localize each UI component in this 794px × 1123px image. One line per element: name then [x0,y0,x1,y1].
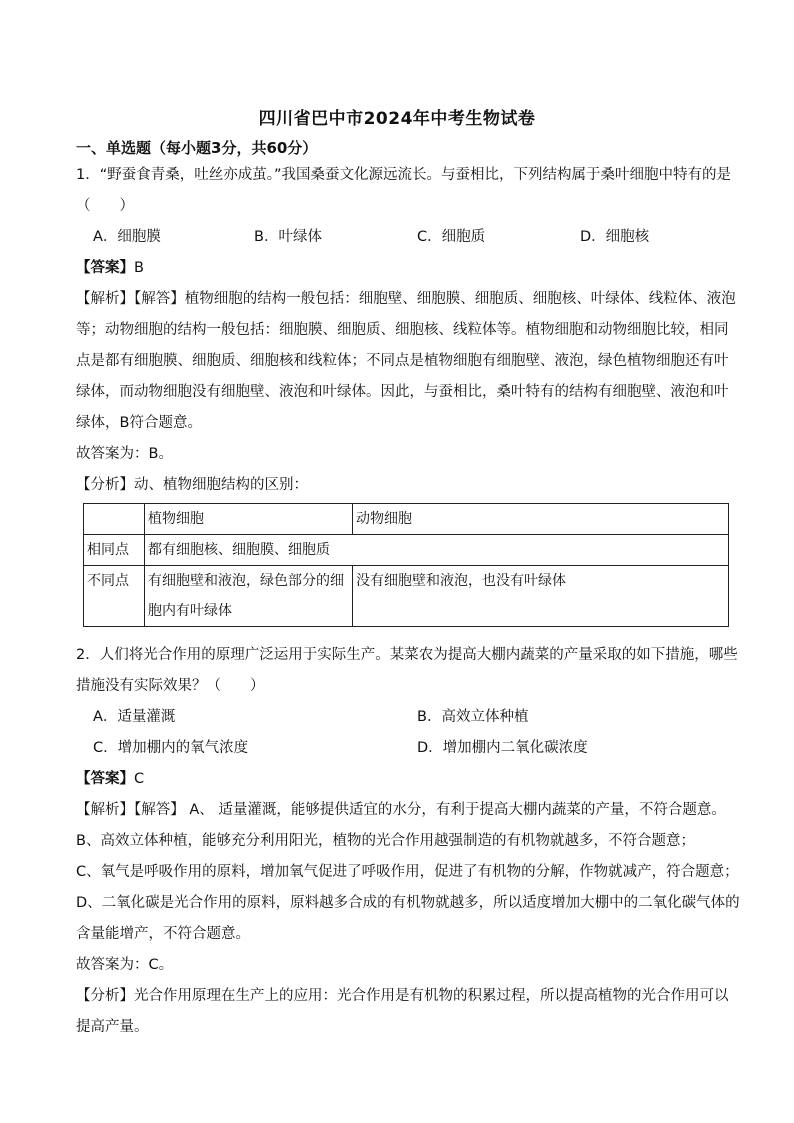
question-2 [76,640,752,1043]
table-cell: 没有细胞壁和液泡，也没有叶绿体 [353,566,729,627]
question-2-fenxi-line-1: 【分析】光合作用原理在生产上的应用：光合作用是有机物的积累过程，所以提高植物的光合作用可以 [76,988,729,1004]
table-header-cell: 植物细胞 [145,504,353,535]
question-2-options-row-1 [76,702,752,733]
question-1-analysis-line-5: 绿体，B符合题意。 [76,415,202,431]
question-2-stem-line-2: 措施没有实际效果？（ ） [76,678,265,694]
table-row [84,504,729,535]
table-cell: 不同点 [84,566,145,627]
question-1-analysis-line-1: 【解析】【解答】植物细胞的结构一般包括：细胞壁、细胞膜、细胞质、细胞核、叶绿体、线粒体、液泡 [76,291,736,307]
question-2-final-answer: 故答案为：C。 [76,957,174,973]
table-header-cell [84,504,145,535]
section-heading: 一、单选题（每小题3分，共60分） [76,139,318,157]
page-title: 四川省巴中市2024年中考生物试卷 [258,109,536,129]
table-cell: 相同点 [84,535,145,566]
question-2-stem-line-1: 2．人们将光合作用的原理广泛运用于实际生产。某菜农为提高大棚内蔬菜的产量采取的如下措施，哪些 [76,647,738,663]
question-1-answer [76,253,752,284]
question-2-analysis-line-2: B、高效立体种植，能够充分利用阳光，植物的光合作用越强制造的有机物就越多，不符合题意； [76,833,695,849]
question-1-final-answer: 故答案为：B。 [76,446,173,462]
table-row [84,566,729,627]
question-2-analysis-line-3: C、氧气是呼吸作用的原料，增加氧气促进了呼吸作用，促进了有机物的分解，作物就减产，符合题意； [76,864,739,880]
question-2-fenxi-line-2: 提高产量。 [76,1019,149,1035]
question-2-analysis-line-4: D、二氧化碳是光合作用的原料，原料越多合成的有机物就越多，所以适度增加大棚中的二氧化碳气体的 [76,895,740,911]
answer-value: C [134,771,145,787]
question-2-option-b: B．高效立体种植 [417,709,529,725]
answer-value: B [134,260,144,276]
question-1-fenxi: 【分析】动、植物细胞结构的区别： [76,477,308,493]
question-1-option-d: D．细胞核 [580,229,650,245]
table-row [84,535,729,566]
question-1-analysis-line-4: 绿体，而动物细胞没有细胞壁、液泡和叶绿体。因此，与蚕相比，桑叶特有的结构有细胞壁、液泡和叶 [76,384,729,400]
question-2-option-a: A．适量灌溉 [93,709,176,725]
question-2-analysis-line-1: 【解析】【解答】 A、 适量灌溉，能够提供适宜的水分，有利于提高大棚内蔬菜的产量，不符合题意。 [76,802,726,818]
table-cell [145,566,353,627]
question-2-option-c: C．增加棚内的氧气浓度 [93,740,249,756]
question-1 [76,160,752,501]
table-cell-line: 有细胞壁和液泡，绿色部分的细 [148,573,344,589]
table-cell-line: 胞内有叶绿体 [148,603,232,619]
question-1-stem-line-2: （ ） [76,198,134,214]
question-1-options [76,222,752,253]
question-1-analysis-line-2: 等；动物细胞的结构一般包括：细胞膜、细胞质、细胞核、线粒体等。植物细胞和动物细胞比较，相同 [76,322,729,338]
table-cell: 都有细胞核、细胞膜、细胞质 [145,535,729,566]
question-2-answer [76,764,752,795]
question-2-options-row-2 [76,733,752,764]
question-1-analysis-line-3: 点是都有细胞膜、细胞质、细胞核和线粒体；不同点是植物细胞有细胞壁、液泡，绿色植物细胞还有叶 [76,353,729,369]
question-1-stem-line-1: 1．“野蚕食青桑，吐丝亦成茧。”我国桑蚕文化源远流长。与蚕相比，下列结构属于桑叶细胞中特有的是 [76,167,731,183]
question-2-analysis-line-5: 含量能增产，不符合题意。 [76,926,250,942]
question-1-option-b: B．叶绿体 [254,229,322,245]
cell-comparison-table [83,503,729,627]
question-1-option-a: A．细胞膜 [93,229,161,245]
answer-tag: 【答案】 [76,771,134,787]
question-2-option-d: D．增加棚内二氧化碳浓度 [417,740,588,756]
question-1-option-c: C．细胞质 [417,229,486,245]
answer-tag: 【答案】 [76,260,134,276]
table-header-cell: 动物细胞 [353,504,729,535]
